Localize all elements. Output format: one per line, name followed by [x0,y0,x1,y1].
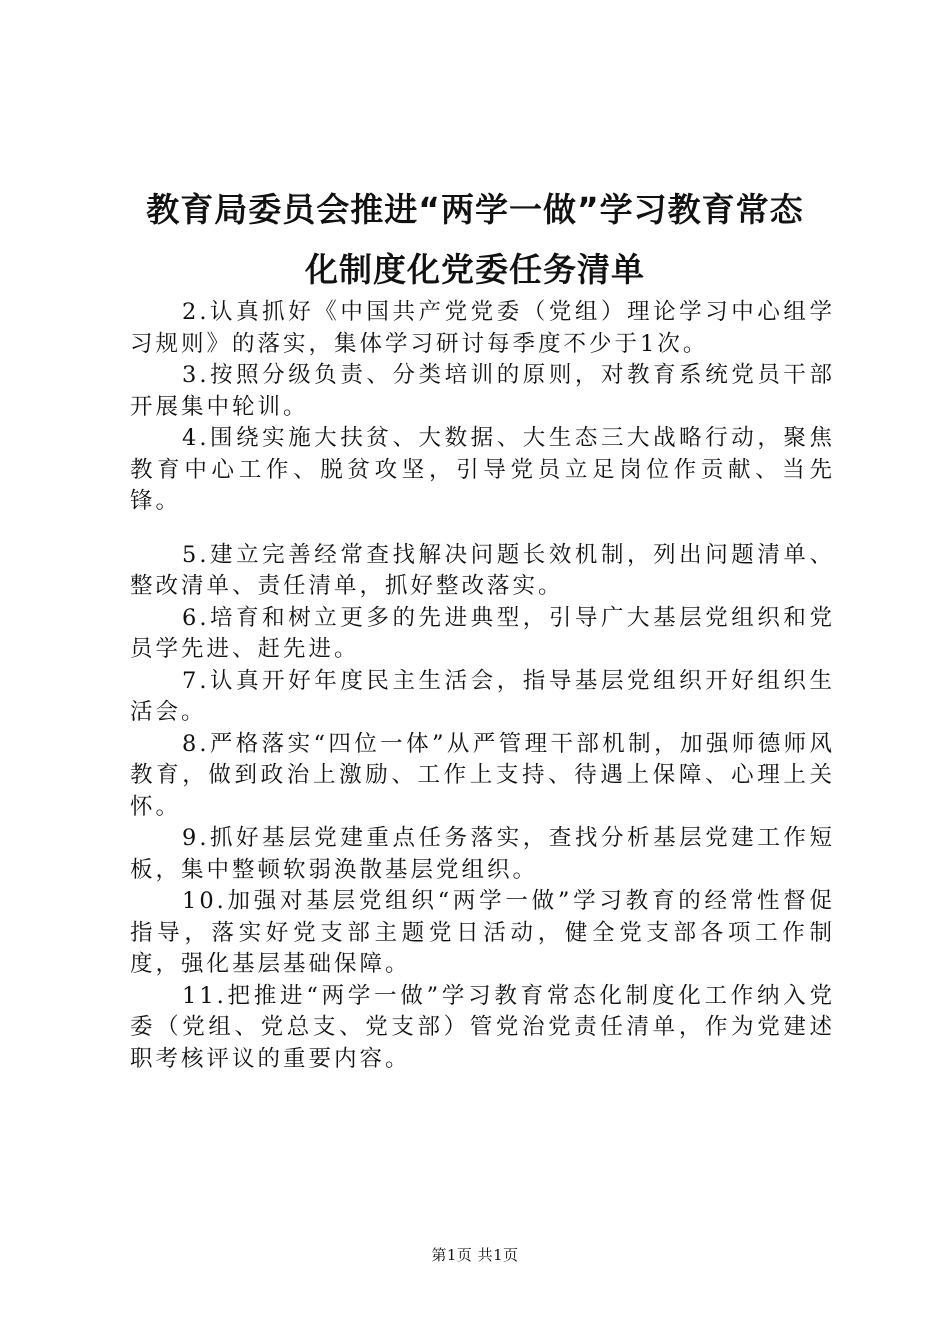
paragraph-item-10: 10.加强对基层党组织“两学一做”学习教育的经常性督促指导，落实好党支部主题党日活动，健全党支部各项工作制度，强化基层基础保障。 [130,888,835,977]
document-body [130,297,835,1075]
paragraph-item-4: 4.围绕实施大扶贫、大数据、大生态三大战略行动，聚焦教育中心工作、脱贫攻坚，引导党员立足岗位作贡献、当先锋。 [130,425,835,514]
paragraph-item-3: 3.按照分级负责、分类培训的原则，对教育系统党员干部开展集中轮训。 [130,362,835,420]
paragraph-item-8: 8.严格落实“四位一体”从严管理干部机制，加强师德师风教育，做到政治上激励、工作上支持、待遇上保障、心理上关怀。 [130,730,835,820]
paragraph-spacer [130,518,835,540]
paragraph-item-11: 11.把推进“两学一做”学习教育常态化制度化工作纳入党委（党组、党总支、党支部）管党治党责任清单，作为党建述职考核评议的重要内容。 [130,982,835,1072]
paragraph-item-5: 5.建立完善经常查找解决问题长效机制，列出问题清单、整改清单、责任清单，抓好整改落实。 [130,541,835,599]
page-number-footer: 第1页 共1页 [431,1246,519,1264]
paragraph-item-6: 6.培育和树立更多的先进典型，引导广大基层党组织和党员学先进、赶先进。 [130,604,835,662]
document-title-line-1: 教育局委员会推进“两学一做”学习教育常态 [146,190,804,229]
paragraph-item-2: 2.认真抓好《中国共产党党委（党组）理论学习中心组学习规则》的落实，集体学习研讨每季度不少于1次。 [130,299,835,357]
document-title-line-2: 化制度化党委任务清单 [305,250,645,289]
paragraph-item-9: 9.抓好基层党建重点任务落实，查找分析基层党建工作短板，集中整顿软弱涣散基层党组织。 [130,825,835,883]
paragraph-item-7: 7.认真开好年度民主生活会，指导基层党组织开好组织生活会。 [130,667,835,725]
